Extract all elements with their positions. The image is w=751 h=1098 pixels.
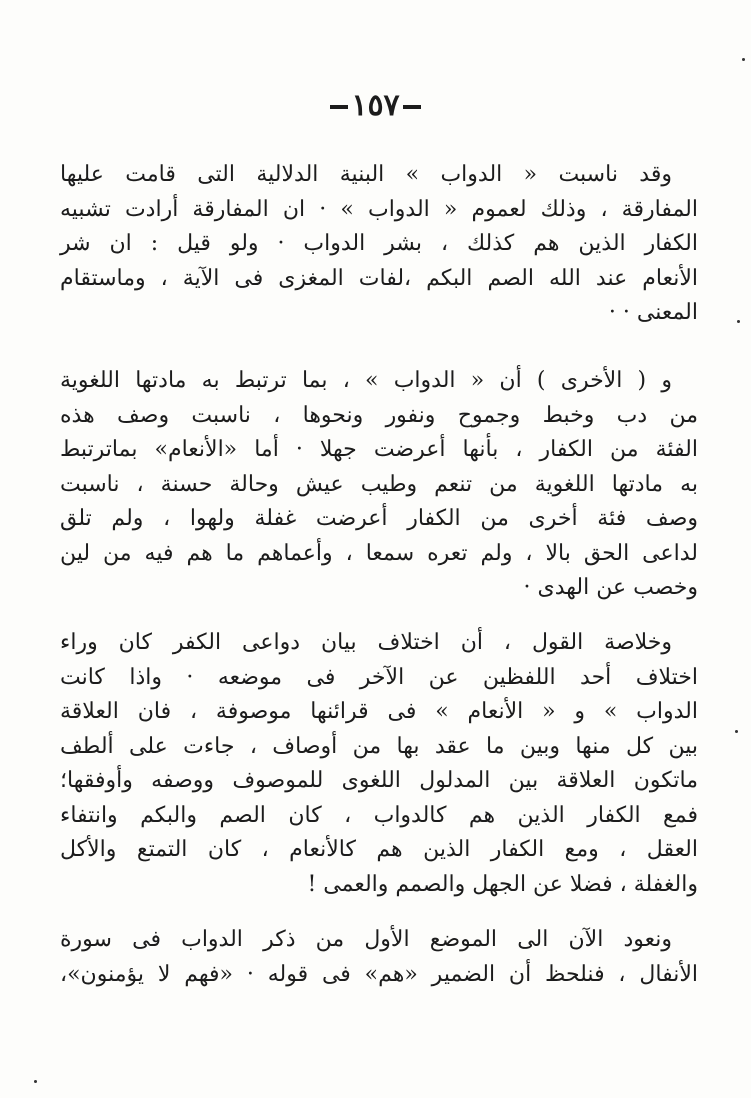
paragraph-line: من دب وخبط وجموح ونفور ونحوها ، ناسبت وصف هذه (60, 402, 698, 428)
paragraph-2 (60, 364, 698, 606)
scan-speck (735, 730, 738, 733)
paragraph-line: اختلاف أحد اللفظين عن الآخر فى موضعه · واذا كانت (60, 664, 698, 690)
paragraph-line: فمع الكفار الذين هم كالدواب ، كان الصم والبكم وانتفاء (60, 802, 698, 828)
page-number-dash-right (330, 105, 348, 109)
paragraph-line: الكفار الذين هم كذلك ، بشر الدواب · ولو قيل : ان شر (60, 231, 698, 256)
paragraph-1 (60, 158, 698, 331)
paragraph-line: وخلاصة القول ، أن اختلاف بيان دواعى الكفر كان وراء (60, 630, 672, 655)
paragraph-line: وصف فئة أخرى من الكفار أعرضت غفلة ولهوا ، ولم تلق (60, 506, 698, 531)
paragraph-4 (60, 923, 698, 992)
page-number-value: ١٥٧ (351, 88, 400, 123)
paragraph-line: ماتكون العلاقة بين المدلول اللغوى للموصوف ووصفه وأوفقها؛ (60, 768, 698, 793)
paragraph-3 (60, 626, 698, 902)
paragraph-line: الدواب » و « الأنعام » فى قرائنها موصوفة ، فان العلاقة (60, 699, 698, 724)
scan-speck (742, 58, 745, 61)
paragraph-line: لداعى الحق بالا ، ولم تعره سمعا ، وأعماهم ما هم فيه من لين (60, 540, 698, 566)
paragraph-line: الأنفال ، فنلحظ أن الضمير «هم» فى قوله · «فهم لا يؤمنون»، (60, 961, 698, 987)
scan-speck (34, 1080, 37, 1083)
paragraph-line: المفارقة ، وذلك لعموم « الدواب » · ان المفارقة أرادت تشبيه (60, 196, 698, 222)
paragraph-line: الفئة من الكفار ، بأنها أعرضت جهلا · أما «الأنعام» بماترتبط (60, 437, 698, 462)
paragraph-line: والغفلة ، فضلا عن الجهل والصمم والعمى ! (307, 871, 698, 897)
paragraph-line: و ( الأخرى ) أن « الدواب » ، بما ترتبط به مادتها اللغوية (60, 368, 672, 393)
paragraph-line: الأنعام عند الله الصم البكم ،لفات المغزى فى الآية ، وماستقام (60, 265, 698, 291)
paragraph-line: وقد ناسبت « الدواب » البنية الدلالية التى قامت عليها (60, 162, 672, 187)
paragraph-line: بين كل منها وبين ما عقد بها من أوصاف ، جاءت على ألطف (60, 733, 698, 759)
scan-speck (737, 320, 740, 323)
page-number (0, 88, 751, 123)
page-number-dash-left (403, 105, 421, 109)
paragraph-line: المعنى · · (608, 300, 698, 325)
paragraph-line: ونعود الآن الى الموضع الأول من ذكر الدواب فى سورة (60, 927, 672, 952)
paragraph-line: وخصب عن الهدى · (523, 575, 698, 600)
paragraph-line: به مادتها اللغوية من تنعم وطيب عيش وحالة حسنة ، ناسبت (60, 471, 698, 497)
paragraph-line: العقل ، ومع الكفار الذين هم كالأنعام ، كان التمتع والأكل (60, 837, 699, 862)
